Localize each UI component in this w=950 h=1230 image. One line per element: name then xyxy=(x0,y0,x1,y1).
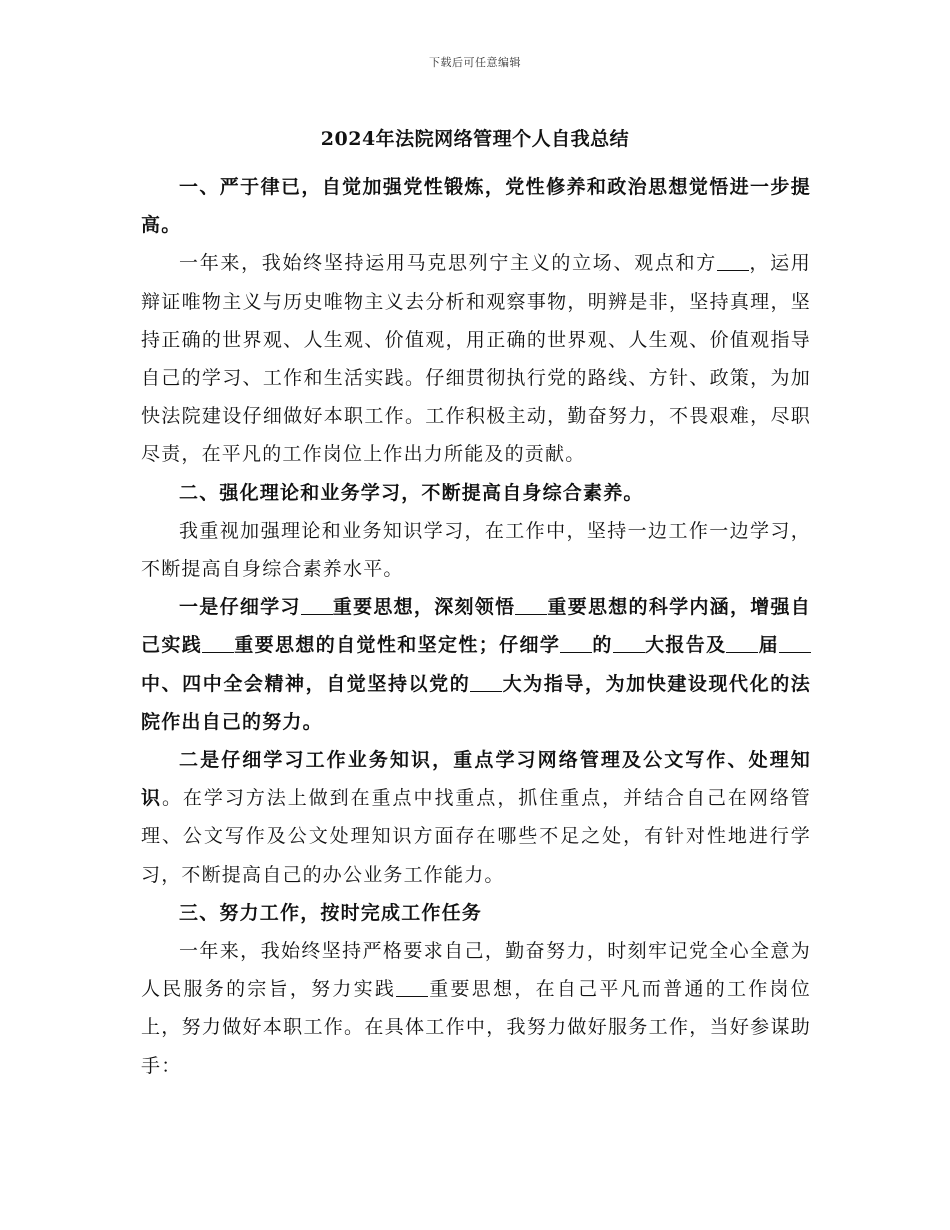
body-text: 。在学习方法上做到在重点中找重点，抓住重点，并结合自己在网络管理、公文写作及公文处理知识方面存在哪些不足之处，有针对性地进行学习，不断提高自己的办公业务工作能力。 xyxy=(141,787,812,886)
header-note: 下载后可任意编辑 xyxy=(429,56,521,69)
paragraph-p6 xyxy=(141,741,811,894)
body-text: ，运用辩证唯物主义与历史唯物主义去分析和观察事物，明辨是非，坚持真理，坚持正确的世界观、人生观、价值观，用正确的世界观、人生观、价值观指导自己的学习、工作和生活实践。仔细贯彻执行党的路线、方针、政策，为加快法院建设仔细做好本职工作。工作积极主动，勤奋努力，不畏艰难，尽职尽责，在平凡的工作岗位上作出力所能及的贡献。 xyxy=(141,252,811,466)
body-text: 我重视加强理论和业务知识学习，在工作中，坚持一边工作一边学习，不断提高自身综合素养水平。 xyxy=(141,519,811,581)
paragraph-p8 xyxy=(141,932,811,1085)
fill-in-blank xyxy=(779,634,811,653)
paragraph-p4 xyxy=(141,512,811,588)
bold-text: 的 xyxy=(592,634,613,657)
bold-text: 大为指导，为加快建设现代化的法院作出自己的努力。 xyxy=(141,672,811,733)
bold-text: 一是仔细学习 xyxy=(179,596,301,619)
body-text: 一年来，我始终坚持严格要求自己，勤奋努力，时刻牢记党全心全意为人民服务的宗旨，努力实践 xyxy=(141,940,811,1001)
fill-in-blank xyxy=(515,596,547,615)
paragraph-p1 xyxy=(141,168,811,244)
bold-text: 二是仔细学习工作业务知识，重点学习网络管理及公文写作、处理知识 xyxy=(141,749,811,810)
bold-text: 一、严于律已，自觉加强党性锻炼，党性修养和政治思想觉悟进一步提高。 xyxy=(141,176,811,237)
bold-text: 重要思想，深刻领悟 xyxy=(332,596,516,619)
fill-in-blank xyxy=(396,978,428,997)
fill-in-blank xyxy=(301,596,333,615)
fill-in-blank xyxy=(560,634,592,653)
paragraph-p2 xyxy=(141,244,811,473)
bold-text: 中、四中全会精神，自觉坚持以党的 xyxy=(141,672,471,695)
fill-in-blank xyxy=(202,634,234,653)
fill-in-blank xyxy=(613,634,645,653)
fill-in-blank xyxy=(726,634,758,653)
fill-in-blank xyxy=(470,673,502,692)
body-text: 重要思想，在自己平凡而普通的工作岗位上，努力做好本职工作。在具体工作中，我努力做好服务工作，当好参谋助手： xyxy=(141,978,811,1077)
bold-text: 届 xyxy=(758,634,780,657)
document-body xyxy=(141,168,811,1085)
body-text: 一年来，我始终坚持运用马克思列宁主义的立场、观点和方 xyxy=(179,252,717,275)
bold-text: 重要思想的自觉性和坚定性；仔细学 xyxy=(234,634,561,657)
bold-text: 三、努力工作，按时完成工作任务 xyxy=(179,901,483,924)
paragraph-p3 xyxy=(141,474,811,512)
paragraph-p5 xyxy=(141,588,811,741)
fill-in-blank xyxy=(717,252,749,271)
document-title: 2024年法院网络管理个人自我总结 xyxy=(320,128,630,150)
bold-text: 二、强化理论和业务学习，不断提高自身综合素养。 xyxy=(179,481,644,504)
bold-text: 重要思想的科学内涵，增强自己实践 xyxy=(141,596,811,657)
bold-text: 大报告及 xyxy=(644,634,727,657)
paragraph-p7 xyxy=(141,894,811,932)
